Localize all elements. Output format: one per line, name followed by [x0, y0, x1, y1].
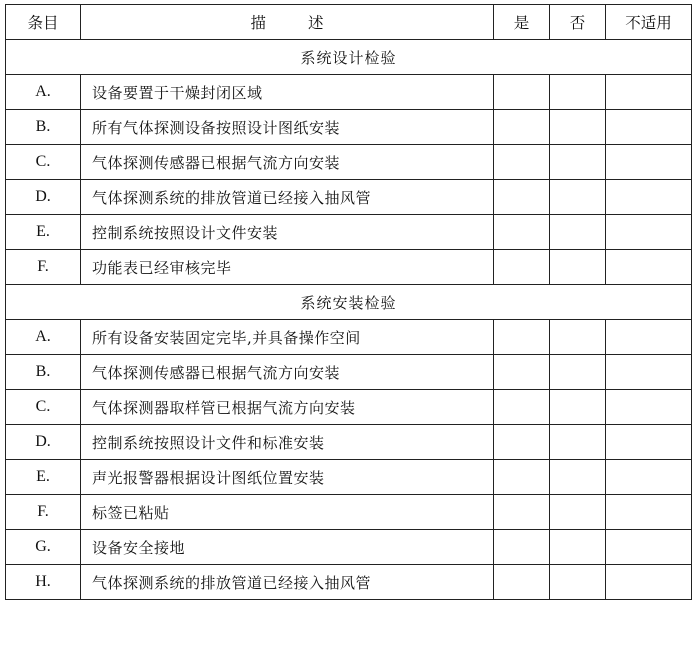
- item-code: C.: [6, 390, 81, 425]
- check-cell-no[interactable]: [550, 425, 606, 460]
- check-cell-no[interactable]: [550, 390, 606, 425]
- check-cell-not-applicable[interactable]: [606, 145, 692, 180]
- checklist-row: [6, 425, 692, 460]
- check-cell-yes[interactable]: [494, 460, 550, 495]
- check-cell-no[interactable]: [550, 110, 606, 145]
- item-description: 气体探测系统的排放管道已经接入抽风管: [81, 180, 494, 215]
- item-code: C.: [6, 145, 81, 180]
- checklist-row: [6, 320, 692, 355]
- check-cell-not-applicable[interactable]: [606, 250, 692, 285]
- check-cell-yes[interactable]: [494, 215, 550, 250]
- checklist-row: [6, 460, 692, 495]
- item-description: 气体探测传感器已根据气流方向安装: [81, 145, 494, 180]
- check-cell-no[interactable]: [550, 75, 606, 110]
- item-code: H.: [6, 565, 81, 600]
- checklist-row: [6, 215, 692, 250]
- check-cell-yes[interactable]: [494, 355, 550, 390]
- check-cell-not-applicable[interactable]: [606, 565, 692, 600]
- checklist-row: [6, 390, 692, 425]
- check-cell-not-applicable[interactable]: [606, 180, 692, 215]
- check-cell-yes[interactable]: [494, 390, 550, 425]
- header-description: [81, 5, 494, 40]
- table-body: [6, 40, 692, 600]
- check-cell-yes[interactable]: [494, 495, 550, 530]
- check-cell-no[interactable]: [550, 215, 606, 250]
- item-code: G.: [6, 530, 81, 565]
- item-description: 功能表已经审核完毕: [81, 250, 494, 285]
- checklist-row: [6, 495, 692, 530]
- item-code: E.: [6, 460, 81, 495]
- header-item: 条目: [6, 5, 81, 40]
- item-code: B.: [6, 110, 81, 145]
- section-title: 系统安装检验: [6, 285, 692, 320]
- item-description: 设备要置于干燥封闭区域: [81, 75, 494, 110]
- inspection-checklist-table: [5, 4, 692, 600]
- check-cell-not-applicable[interactable]: [606, 390, 692, 425]
- item-code: D.: [6, 180, 81, 215]
- item-description: 控制系统按照设计文件和标准安装: [81, 425, 494, 460]
- header-yes: 是: [494, 5, 550, 40]
- item-description: 标签已粘贴: [81, 495, 494, 530]
- check-cell-no[interactable]: [550, 180, 606, 215]
- checklist-row: [6, 110, 692, 145]
- item-code: D.: [6, 425, 81, 460]
- item-description: 所有气体探测设备按照设计图纸安装: [81, 110, 494, 145]
- checklist-row: [6, 75, 692, 110]
- header-desc-left: 描: [250, 14, 266, 32]
- item-description: 气体探测器取样管已根据气流方向安装: [81, 390, 494, 425]
- item-description: 气体探测传感器已根据气流方向安装: [81, 355, 494, 390]
- checklist-sheet: [5, 4, 692, 600]
- checklist-row: [6, 180, 692, 215]
- item-code: E.: [6, 215, 81, 250]
- checklist-row: [6, 565, 692, 600]
- check-cell-yes[interactable]: [494, 180, 550, 215]
- check-cell-not-applicable[interactable]: [606, 215, 692, 250]
- item-code: F.: [6, 250, 81, 285]
- check-cell-not-applicable[interactable]: [606, 425, 692, 460]
- checklist-row: [6, 355, 692, 390]
- checklist-row: [6, 530, 692, 565]
- check-cell-not-applicable[interactable]: [606, 530, 692, 565]
- section-row: [6, 40, 692, 75]
- item-code: A.: [6, 320, 81, 355]
- check-cell-no[interactable]: [550, 460, 606, 495]
- item-code: F.: [6, 495, 81, 530]
- section-title: 系统设计检验: [6, 40, 692, 75]
- check-cell-yes[interactable]: [494, 565, 550, 600]
- item-description: 设备安全接地: [81, 530, 494, 565]
- check-cell-yes[interactable]: [494, 425, 550, 460]
- item-description: 气体探测系统的排放管道已经接入抽风管: [81, 565, 494, 600]
- header-no: 否: [550, 5, 606, 40]
- check-cell-yes[interactable]: [494, 145, 550, 180]
- check-cell-yes[interactable]: [494, 530, 550, 565]
- item-description: 控制系统按照设计文件安装: [81, 215, 494, 250]
- check-cell-yes[interactable]: [494, 110, 550, 145]
- item-code: B.: [6, 355, 81, 390]
- check-cell-no[interactable]: [550, 565, 606, 600]
- check-cell-not-applicable[interactable]: [606, 495, 692, 530]
- check-cell-yes[interactable]: [494, 250, 550, 285]
- item-description: 声光报警器根据设计图纸位置安装: [81, 460, 494, 495]
- check-cell-no[interactable]: [550, 250, 606, 285]
- check-cell-yes[interactable]: [494, 320, 550, 355]
- check-cell-not-applicable[interactable]: [606, 75, 692, 110]
- check-cell-no[interactable]: [550, 320, 606, 355]
- checklist-row: [6, 145, 692, 180]
- check-cell-not-applicable[interactable]: [606, 460, 692, 495]
- check-cell-yes[interactable]: [494, 75, 550, 110]
- check-cell-not-applicable[interactable]: [606, 110, 692, 145]
- item-description: 所有设备安装固定完毕,并具备操作空间: [81, 320, 494, 355]
- check-cell-not-applicable[interactable]: [606, 355, 692, 390]
- check-cell-no[interactable]: [550, 495, 606, 530]
- header-not-applicable: 不适用: [606, 5, 692, 40]
- checklist-row: [6, 250, 692, 285]
- check-cell-not-applicable[interactable]: [606, 320, 692, 355]
- check-cell-no[interactable]: [550, 355, 606, 390]
- header-row: [6, 5, 692, 40]
- check-cell-no[interactable]: [550, 145, 606, 180]
- item-code: A.: [6, 75, 81, 110]
- check-cell-no[interactable]: [550, 530, 606, 565]
- header-desc-right: 述: [308, 14, 324, 32]
- section-row: [6, 285, 692, 320]
